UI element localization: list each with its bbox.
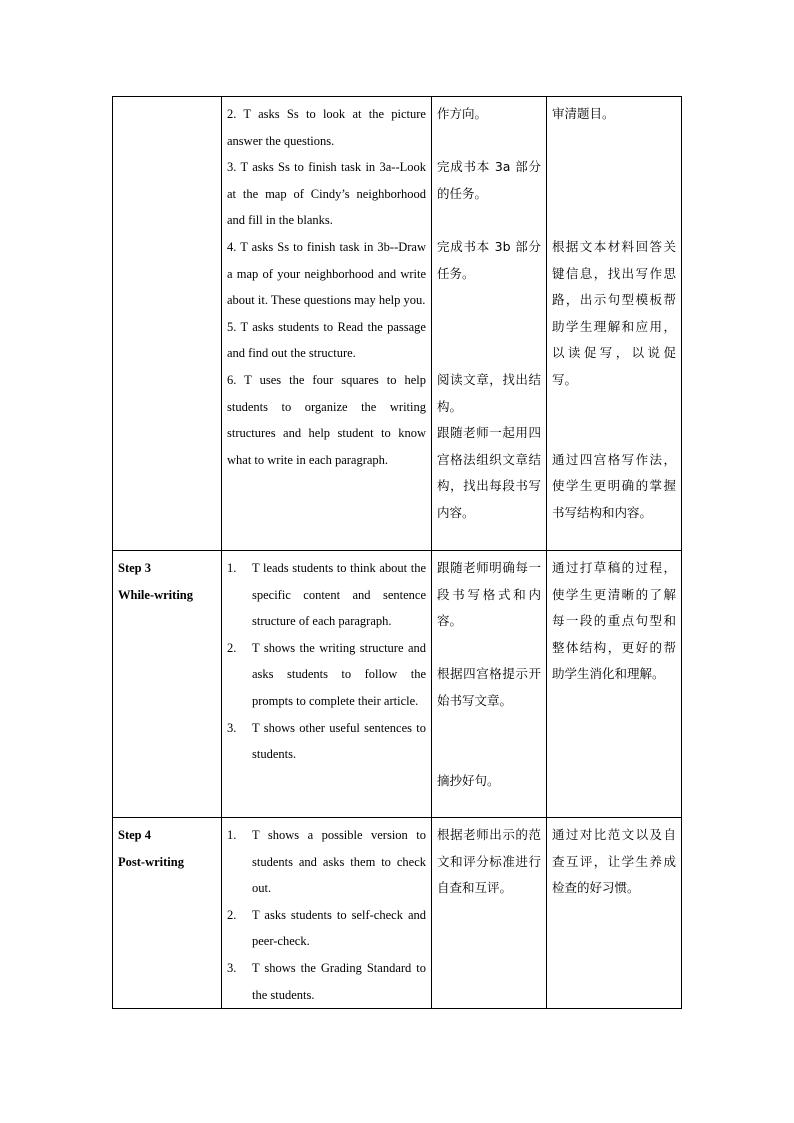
list-item [227,955,426,1008]
student-activity-cell [432,97,547,551]
step-cell [113,97,222,551]
list-item [227,635,426,715]
list-item: 4. T asks Ss to finish task in 3b--Draw a map of your neighborhood and write about it. These questions may help you. [227,239,426,308]
teacher-activity-cell [222,818,432,1009]
list-item: 阅读文章，找出结构。 [437,371,541,414]
list-item [227,902,426,955]
step-name: While-writing [118,587,193,602]
teacher-activity-cell [222,97,432,551]
list-item: 5. T asks students to Read the passage and find out the structure. [227,319,426,361]
purpose-cell [547,97,682,551]
item-number: 1. [227,828,237,842]
step-name: Post-writing [118,854,184,869]
list-item: 通过打草稿的过程，使学生更清晰的了解每一段的重点句型和整体结构，更好的帮助学生消化和理解。 [552,560,676,682]
list-item: 跟随老师明确每一段书写格式和内容。 [437,560,541,629]
teacher-activity-cell [222,551,432,818]
list-item [227,715,426,768]
step-cell [113,818,222,1009]
list-item: 作方向。 [437,106,488,121]
list-item: 6. T uses the four squares to help students to organize the writing structures and help student to know what to write in each paragraph. [227,372,426,467]
item-number: 3. [227,960,237,975]
table-row [113,97,682,551]
list-item: 完成书本 3a 部分的任务。 [437,159,541,201]
list-item: 通过对比范文以及自查互评，让学生养成检查的好习惯。 [552,827,676,896]
list-item: 完成书本 3b 部分任务。 [437,238,541,281]
item-number: 3. [227,720,237,735]
student-activity-cell [432,551,547,818]
student-activity-cell [432,818,547,1009]
item-text: T shows the writing structure and asks students to follow the prompts to complete their article. [252,640,426,708]
list-item [227,822,426,902]
list-item: 通过四宫格写作法，使学生更明确的掌握书写结构和内容。 [552,451,676,520]
purpose-cell [547,818,682,1009]
item-number: 1. [227,561,237,575]
step-number: Step 4 [118,828,151,842]
list-item: 3. T asks Ss to finish task in 3a--Look at the map of Cindy’s neighborhood and fill in the blanks. [227,160,426,228]
list-item: 跟随老师一起用四宫格法组织文章结构，找出每段书写内容。 [437,425,541,520]
item-text: T asks students to self-check and peer-check. [252,907,426,949]
list-item: 审清题目。 [552,106,615,121]
list-item: 2. T asks Ss to look at the picture answer the questions. [227,107,426,148]
table-row [113,551,682,818]
item-text: T shows a possible version to students and asks them to check out. [252,828,426,896]
item-number: 2. [227,907,237,922]
step-number: Step 3 [118,561,151,575]
list-item: 根据文本材料回答关键信息，找出写作思路，出示句型模板帮助学生理解和应用，以读促写，以说促写。 [552,238,676,387]
list-item [227,555,426,635]
list-item: 摘抄好句。 [437,772,500,788]
list-item: 根据老师出示的范文和评分标准进行自查和互评。 [437,827,541,896]
list-item: 根据四宫格提示开始书写文章。 [437,666,541,708]
item-text: T leads students to think about the specific content and sentence structure of each paragraph. [252,561,426,629]
step-cell [113,551,222,818]
table-row [113,818,682,1009]
item-number: 2. [227,640,237,655]
item-text: T shows other useful sentences to students. [252,720,426,762]
item-text: T shows the Grading Standard to the students. [252,960,426,1002]
lesson-plan-table [112,96,682,1009]
purpose-cell [547,551,682,818]
